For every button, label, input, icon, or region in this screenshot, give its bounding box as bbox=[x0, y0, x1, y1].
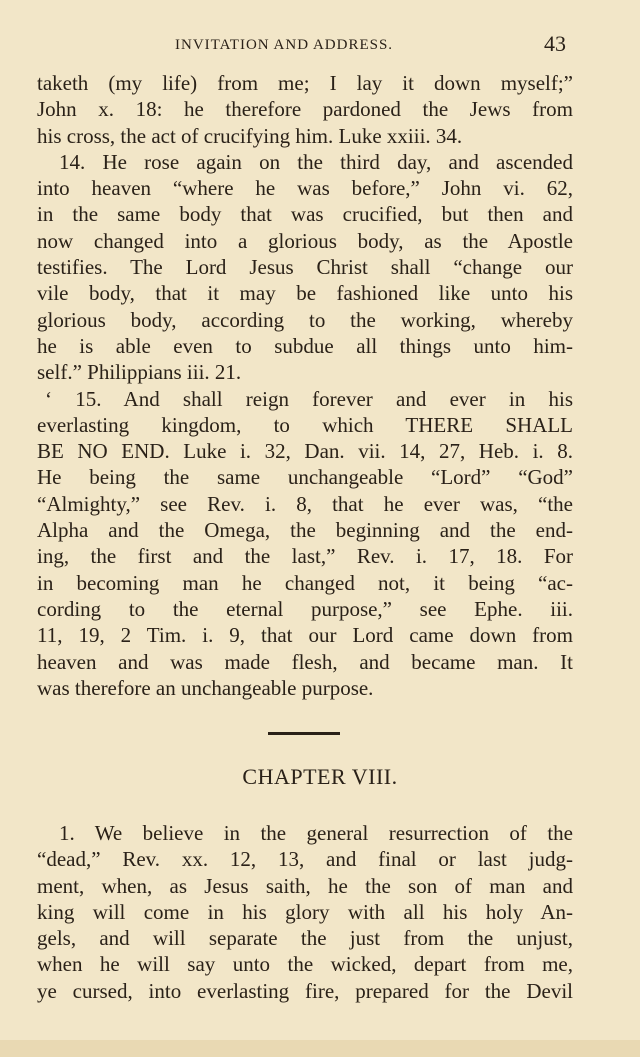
text-line: king will come in his glory with all his holy An- bbox=[37, 899, 573, 924]
text-line: his cross, the act of crucifying him. Luke xxiii. 34. bbox=[37, 123, 463, 148]
paragraph-15 bbox=[37, 386, 573, 702]
text-line: taketh (my life) from me; I lay it down myself;” bbox=[37, 71, 573, 95]
text-line: self.” Philippians iii. 21. bbox=[37, 360, 242, 385]
text-line: cording to the eternal purpose,” see Ephe. iii. bbox=[37, 596, 573, 621]
text-line: “Almighty,” see Rev. i. 8, that he ever was, “the bbox=[37, 491, 573, 516]
text-line: was therefore an unchangeable purpose. bbox=[37, 675, 374, 700]
page-number: 43 bbox=[544, 31, 566, 56]
chapter-heading: CHAPTER VIII. bbox=[242, 764, 398, 789]
text-line: when he will say unto the wicked, depart from me, bbox=[37, 952, 573, 977]
text-line: BE NO END. Luke i. 32, Dan. vii. 14, 27, Heb. i. 8. bbox=[37, 439, 573, 464]
text-line: ing, the first and the last,” Rev. i. 17, 18. For bbox=[37, 544, 573, 569]
page-bottom-edge bbox=[0, 1040, 640, 1057]
text-line: 11, 19, 2 Tim. i. 9, that our Lord came down from bbox=[37, 623, 573, 648]
text-line: ʻ 15. And shall reign forever and ever in his bbox=[45, 386, 573, 411]
text-line: everlasting kingdom, to which THERE SHALL bbox=[37, 412, 573, 437]
text-line: 14. He rose again on the third day, and ascended bbox=[59, 149, 573, 174]
text-line: gels, and will separate the just from the unjust, bbox=[37, 926, 573, 951]
page-header bbox=[0, 30, 640, 60]
running-title: INVITATION AND ADDRESS. bbox=[175, 37, 394, 53]
text-line: now changed into a glorious body, as the Apostle bbox=[37, 228, 573, 253]
text-line: Alpha and the Omega, the beginning and the end- bbox=[37, 518, 573, 543]
text-line: 1. We believe in the general resurrection of the bbox=[59, 821, 573, 845]
text-line: into heaven “where he was before,” John vi. 62, bbox=[37, 176, 573, 201]
text-line: in the same body that was crucified, but then and bbox=[37, 202, 573, 227]
text-line: ye cursed, into everlasting fire, prepared for the Devil bbox=[37, 978, 573, 1003]
text-line: ment, when, as Jesus saith, he the son of man and bbox=[37, 873, 573, 898]
text-line: He being the same unchangeable “Lord” “God” bbox=[37, 465, 573, 490]
text-line: John x. 18: he therefore pardoned the Jews from bbox=[37, 97, 573, 122]
text-line: “dead,” Rev. xx. 12, 13, and final or last judg- bbox=[37, 847, 573, 872]
page-body bbox=[37, 70, 573, 701]
paragraph-continuation bbox=[37, 70, 573, 149]
text-line: he is able even to subdue all things unto him- bbox=[37, 333, 573, 358]
text-line: testifies. The Lord Jesus Christ shall “change our bbox=[37, 255, 573, 280]
section-divider-rule bbox=[268, 732, 340, 735]
text-line: heaven and was made flesh, and became man. It bbox=[37, 649, 573, 674]
text-line: glorious body, according to the working, whereby bbox=[37, 307, 573, 332]
text-line: in becoming man he changed not, it being “ac- bbox=[37, 570, 573, 595]
chapter-body bbox=[37, 820, 573, 1004]
paragraph-14 bbox=[37, 149, 573, 386]
text-line: vile body, that it may be fashioned like unto his bbox=[37, 281, 573, 306]
